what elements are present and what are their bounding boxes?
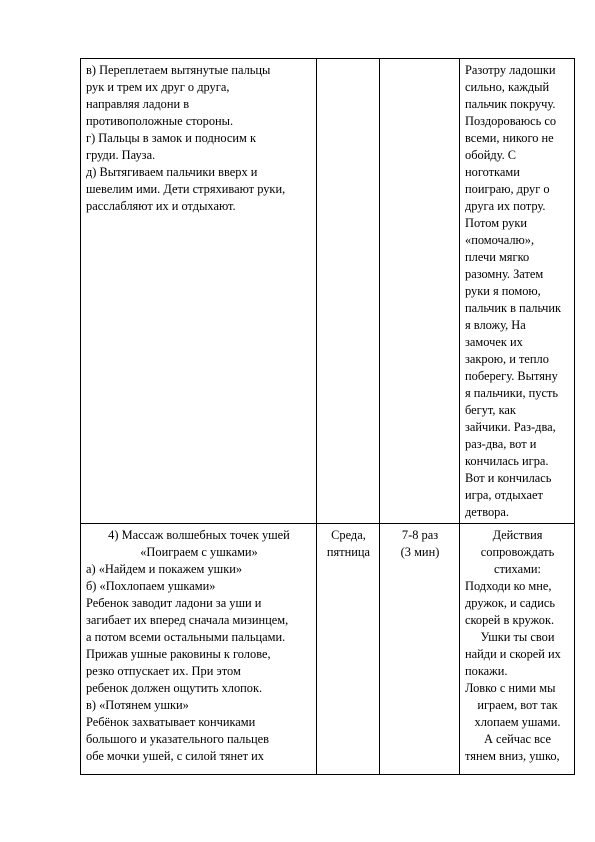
text-line: а) «Найдем и покажем ушки»: [86, 562, 243, 576]
exercise-description-cell: [81, 59, 317, 524]
schedule-cell: [317, 524, 380, 775]
text-line: Потом руки: [465, 216, 528, 230]
text-line: всеми, никого не: [465, 131, 554, 145]
text-line: ребенок должен ощутить хлопок.: [86, 681, 263, 695]
text-line: я пальчики, пусть: [465, 386, 559, 400]
text-line: покажи.: [465, 664, 508, 678]
text-line: противоположные стороны.: [86, 114, 234, 128]
text-line: зайчики. Раз-два,: [465, 420, 556, 434]
text-line: хлопаем ушами.: [474, 715, 561, 729]
text-line: Ушки ты свои: [480, 630, 555, 644]
text-line: друга их потру.: [465, 199, 546, 213]
text-line: б) «Похлопаем ушками»: [86, 579, 216, 593]
text-line: поиграю, друг о: [465, 182, 550, 196]
dosage-cell: [380, 524, 460, 775]
text-line: Подходи ко мне,: [465, 579, 552, 593]
text-line: резко отпускает их. При этом: [86, 664, 241, 678]
exercise-subtitle: «Поиграем с ушками»: [140, 545, 258, 559]
text-line: скорей в кружок.: [465, 613, 555, 627]
exercise-title: 4) Массаж волшебных точек ушей: [108, 528, 290, 542]
duration: (3 мин): [400, 545, 440, 559]
text-line: обойду. С: [465, 148, 517, 162]
text-line: большого и указательного пальцев: [86, 732, 269, 746]
text-line: раз-два, вот и: [465, 437, 537, 451]
poem-cell: [460, 524, 575, 775]
text-line: Ребенок заводит ладони за уши и: [86, 596, 262, 610]
schedule-day: Среда,: [331, 528, 366, 542]
text-line: кончилась игра.: [465, 454, 549, 468]
text-line: А сейчас все: [483, 732, 552, 746]
text-line: пальчик покручу.: [465, 97, 556, 111]
table-row: [81, 524, 575, 775]
poem-cell: [460, 59, 575, 524]
text-line: сопровождать: [480, 545, 555, 559]
text-line: детвора.: [465, 505, 509, 519]
table-row: [81, 59, 575, 524]
text-line: сильно, каждый: [465, 80, 550, 94]
text-line: а потом всеми остальными пальцами.: [86, 630, 286, 644]
text-line: дружок, и садись: [465, 596, 555, 610]
text-line: пальчик в пальчик: [465, 301, 562, 315]
text-line: поберегу. Вытяну: [465, 369, 558, 383]
text-line: Прижав ушные раковины к голове,: [86, 647, 271, 661]
text-line: д) Вытягиваем пальчики вверх и: [86, 165, 258, 179]
text-line: найди и скорей их: [465, 647, 561, 661]
text-line: я вложу, На: [465, 318, 526, 332]
text-line: шевелим ими. Дети стряхивают руки,: [86, 182, 286, 196]
text-line: направляя ладони в: [86, 97, 190, 111]
text-line: расслабляют их и отдыхают.: [86, 199, 236, 213]
schedule-day: пятница: [326, 545, 371, 559]
exercise-description-cell: [81, 524, 317, 775]
text-line: разомну. Затем: [465, 267, 544, 281]
text-line: Ловко с ними мы: [465, 681, 556, 695]
text-line: Разотру ладошки: [465, 63, 556, 77]
text-line: замочек их: [465, 335, 523, 349]
schedule-cell: [317, 59, 380, 524]
text-line: «помочалю»,: [465, 233, 535, 247]
text-line: бегут, как: [465, 403, 516, 417]
text-line: тянем вниз, ушко,: [465, 749, 560, 763]
dosage-cell: [380, 59, 460, 524]
text-line: г) Пальцы в замок и подносим к: [86, 131, 256, 145]
text-line: Вот и кончилась: [465, 471, 552, 485]
text-line: рук и трем их друг о друга,: [86, 80, 230, 94]
text-line: обе мочки ушей, с силой тянет их: [86, 749, 264, 763]
repetitions: 7-8 раз: [401, 528, 439, 542]
text-line: плечи мягко: [465, 250, 530, 264]
text-line: в) «Потянем ушки»: [86, 698, 189, 712]
text-line: руки я помою,: [465, 284, 541, 298]
text-line: стихами:: [494, 562, 541, 576]
text-line: закрою, и тепло: [465, 352, 549, 366]
text-line: Действия: [492, 528, 543, 542]
text-line: ноготками: [465, 165, 520, 179]
text-line: Ребёнок захватывает кончиками: [86, 715, 256, 729]
text-line: Поздороваюсь со: [465, 114, 557, 128]
text-line: груди. Пауза.: [86, 148, 156, 162]
text-line: загибает их вперед сначала мизинцем,: [86, 613, 289, 627]
exercise-table: [80, 58, 575, 775]
text-line: игра, отдыхает: [465, 488, 543, 502]
text-line: в) Переплетаем вытянутые пальцы: [86, 63, 271, 77]
text-line: играем, вот так: [477, 698, 558, 712]
